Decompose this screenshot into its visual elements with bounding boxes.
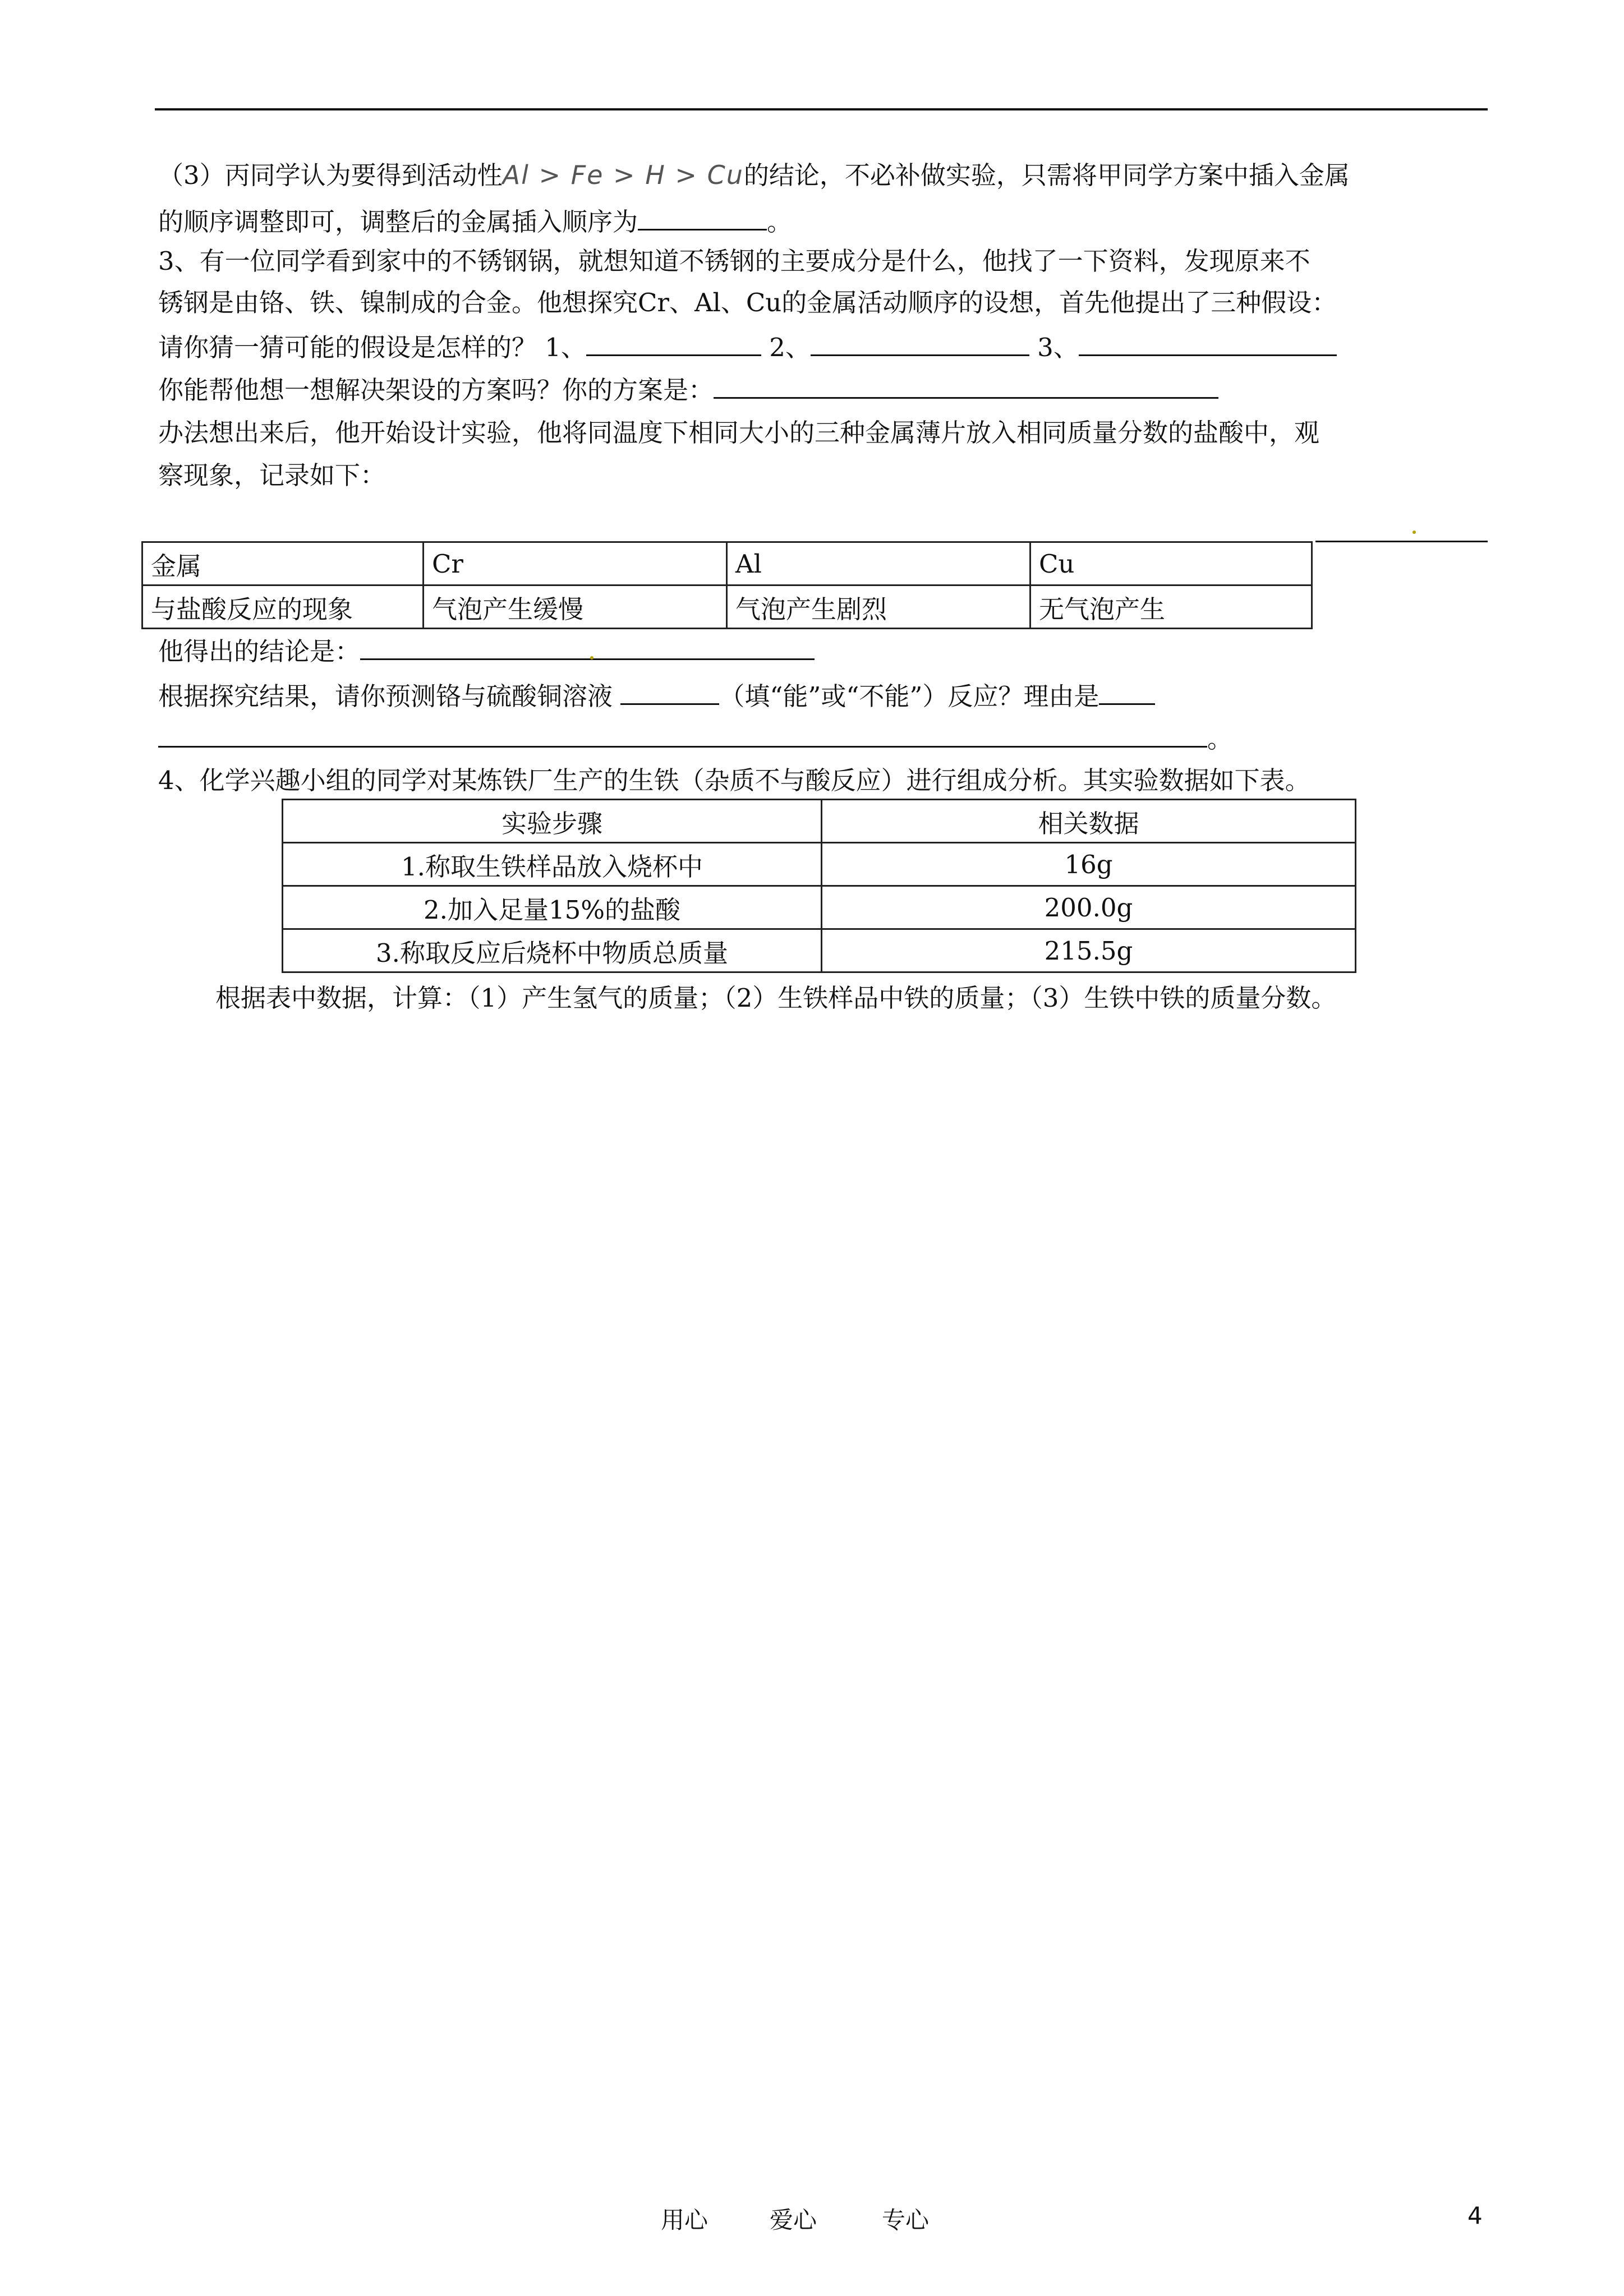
q3-part3-line1 bbox=[158, 158, 1350, 192]
plan-blank[interactable] bbox=[714, 372, 1218, 399]
footer-text-2: 爱心 bbox=[770, 2206, 817, 2234]
q4-task: 根据表中数据，计算：（1）产生氢气的质量；（2）生铁样品中铁的质量；（3）生铁中铁的质量分数。 bbox=[215, 983, 1337, 1013]
table-header-cell: 实验步骤 bbox=[283, 800, 822, 843]
q3-part3-prefix: （3）丙同学认为要得到活动性 bbox=[158, 160, 503, 190]
hypothesis-1-blank[interactable] bbox=[586, 330, 761, 356]
hypothesis-2-blank[interactable] bbox=[811, 330, 1029, 356]
activity-formula: Al > Fe > H > Cu bbox=[502, 160, 744, 190]
q3-part3-line2-prefix: 的顺序调整即可，调整后的金属插入顺序为 bbox=[158, 207, 638, 237]
table-header-cell: Al bbox=[727, 542, 1030, 585]
reason-blank[interactable] bbox=[158, 721, 1207, 748]
table-cell: 16g bbox=[822, 843, 1356, 886]
table-row bbox=[283, 886, 1356, 929]
table-row bbox=[283, 843, 1356, 886]
table-cell: 气泡产生缓慢 bbox=[424, 585, 727, 629]
can-or-cannot-blank[interactable] bbox=[620, 679, 719, 705]
hypothesis-2-label: 2、 bbox=[761, 333, 811, 362]
stray-mark bbox=[590, 656, 594, 660]
conclusion-prompt: 他得出的结论是： bbox=[158, 637, 361, 666]
hypothesis-3-label: 3、 bbox=[1029, 333, 1079, 362]
header-rule bbox=[155, 108, 1488, 110]
q3-line6: 察现象，记录如下： bbox=[158, 460, 386, 490]
q3-line4 bbox=[158, 372, 1218, 407]
table-row bbox=[283, 800, 1356, 843]
table-cell: 气泡产生剧烈 bbox=[727, 585, 1030, 629]
hypothesis-prompt: 请你猜一猜可能的假设是怎样的？ 1、 bbox=[158, 333, 586, 362]
hypothesis-3-blank[interactable] bbox=[1079, 330, 1337, 356]
table-cell: 215.5g bbox=[822, 929, 1356, 972]
footer-text-3: 专心 bbox=[882, 2206, 930, 2234]
table-header-cell: Cr bbox=[424, 542, 727, 585]
conclusion-line bbox=[158, 634, 815, 668]
prediction-line bbox=[158, 679, 1155, 713]
reason-blank-start[interactable] bbox=[1099, 679, 1155, 705]
table-row bbox=[142, 542, 1312, 585]
table-cell: 无气泡产生 bbox=[1030, 585, 1312, 629]
table-header-cell: Cu bbox=[1030, 542, 1312, 585]
q3-line2: 锈钢是由铬、铁、镍制成的合金。他想探究Cr、Al、Cu的金属活动顺序的设想，首先他提出了三种假设： bbox=[158, 288, 1337, 317]
table-cell: 2.加入足量15%的盐酸 bbox=[283, 886, 822, 929]
q3-part3-line2 bbox=[158, 204, 792, 239]
footer-text-1: 用心 bbox=[661, 2206, 709, 2234]
stray-mark bbox=[1413, 531, 1416, 534]
table-cell: 1.称取生铁样品放入烧杯中 bbox=[283, 843, 822, 886]
q3-part3-line2-suffix: 。 bbox=[767, 207, 793, 237]
table-cell: 200.0g bbox=[822, 886, 1356, 929]
q3-line5: 办法想出来后，他开始设计实验，他将同温度下相同大小的三种金属薄片放入相同质量分数的盐酸中，观 bbox=[158, 418, 1320, 448]
reason-end-mark: 。 bbox=[1207, 724, 1233, 754]
table-extension-line bbox=[1315, 541, 1488, 542]
table-row bbox=[142, 585, 1312, 629]
reason-line bbox=[158, 721, 1232, 756]
table-header-cell: 金属 bbox=[142, 542, 424, 585]
plan-prompt: 你能帮他想一想解决架设的方案吗？你的方案是： bbox=[158, 375, 714, 405]
table-cell: 3.称取反应后烧杯中物质总质量 bbox=[283, 929, 822, 972]
table-header-cell: 相关数据 bbox=[822, 800, 1356, 843]
order-blank[interactable] bbox=[638, 204, 767, 230]
conclusion-blank[interactable] bbox=[360, 634, 815, 660]
prediction-prompt: 根据探究结果，请你预测铬与硫酸铜溶液 bbox=[158, 681, 621, 711]
q3-line3 bbox=[158, 330, 1337, 365]
q3-part3-suffix: 的结论，不必补做实验，只需将甲同学方案中插入金属 bbox=[743, 160, 1350, 190]
page-number: 4 bbox=[1467, 2202, 1483, 2229]
reason-prompt: （填“能”或“不能”）反应？理由是 bbox=[719, 681, 1099, 711]
iron-analysis-table bbox=[282, 799, 1356, 973]
metal-reaction-table bbox=[141, 541, 1313, 629]
table-row bbox=[283, 929, 1356, 972]
table-cell: 与盐酸反应的现象 bbox=[142, 585, 424, 629]
q3-line1: 3、有一位同学看到家中的不锈钢锅，就想知道不锈钢的主要成分是什么，他找了一下资料，发现原来不 bbox=[158, 246, 1310, 276]
q4-line1: 4、化学兴趣小组的同学对某炼铁厂生产的生铁（杂质不与酸反应）进行组成分析。其实验数据如下表。 bbox=[158, 766, 1310, 795]
